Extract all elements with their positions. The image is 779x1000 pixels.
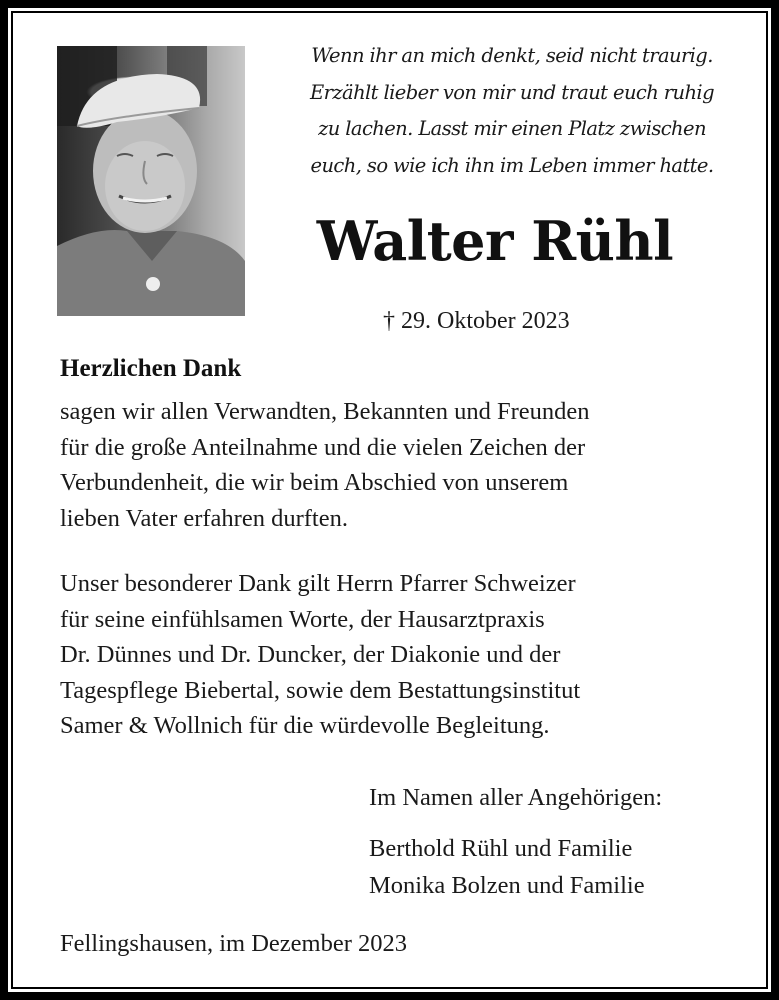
text-line: lieben Vater erfahren durften.	[60, 504, 348, 532]
place-and-date: Fellingshausen, im Dezember 2023	[60, 930, 408, 957]
death-date: † 29. Oktober 2023	[383, 308, 570, 334]
quote-line: Erzählt lieber von mir und traut euch ruhig	[310, 80, 714, 104]
portrait-illustration	[57, 46, 245, 316]
text-line: für die große Anteilnahme und die vielen Zeichen der	[60, 433, 586, 461]
signoff-intro: Im Namen aller Angehörigen:	[369, 784, 663, 811]
quote-line: Wenn ihr an mich denkt, seid nicht traurig.	[311, 44, 713, 67]
family-name: Berthold Rühl und Familie	[369, 835, 633, 862]
portrait-photo	[57, 46, 245, 316]
text-line: Samer & Wollnich für die würdevolle Begleitung.	[60, 712, 550, 739]
memorial-quote	[282, 38, 742, 184]
quote-line: zu lachen. Lasst mir einen Platz zwischen	[318, 117, 706, 140]
text-line: Dr. Dünnes und Dr. Duncker, der Diakonie und der	[60, 641, 561, 668]
text-line: für seine einfühlsamen Worte, der Hausarztpraxis	[60, 605, 545, 633]
quote-line: euch, so wie ich ihn im Leben immer hatte.	[310, 153, 714, 177]
thanks-paragraph-2	[60, 566, 580, 744]
text-line: Verbundenheit, die wir beim Abschied von unserem	[60, 469, 569, 496]
text-line: sagen wir allen Verwandten, Bekannten und Freunden	[60, 398, 590, 425]
deceased-name: Walter Rühl	[316, 209, 674, 273]
thanks-heading: Herzlichen Dank	[60, 355, 242, 382]
family-signatures	[369, 830, 645, 904]
text-line: Unser besonderer Dank gilt Herrn Pfarrer Schweizer	[60, 570, 576, 597]
thanks-paragraph-1	[60, 394, 590, 536]
text-line: Tagespflege Biebertal, sowie dem Bestattungsinstitut	[60, 676, 581, 704]
family-name: Monika Bolzen und Familie	[369, 872, 645, 899]
